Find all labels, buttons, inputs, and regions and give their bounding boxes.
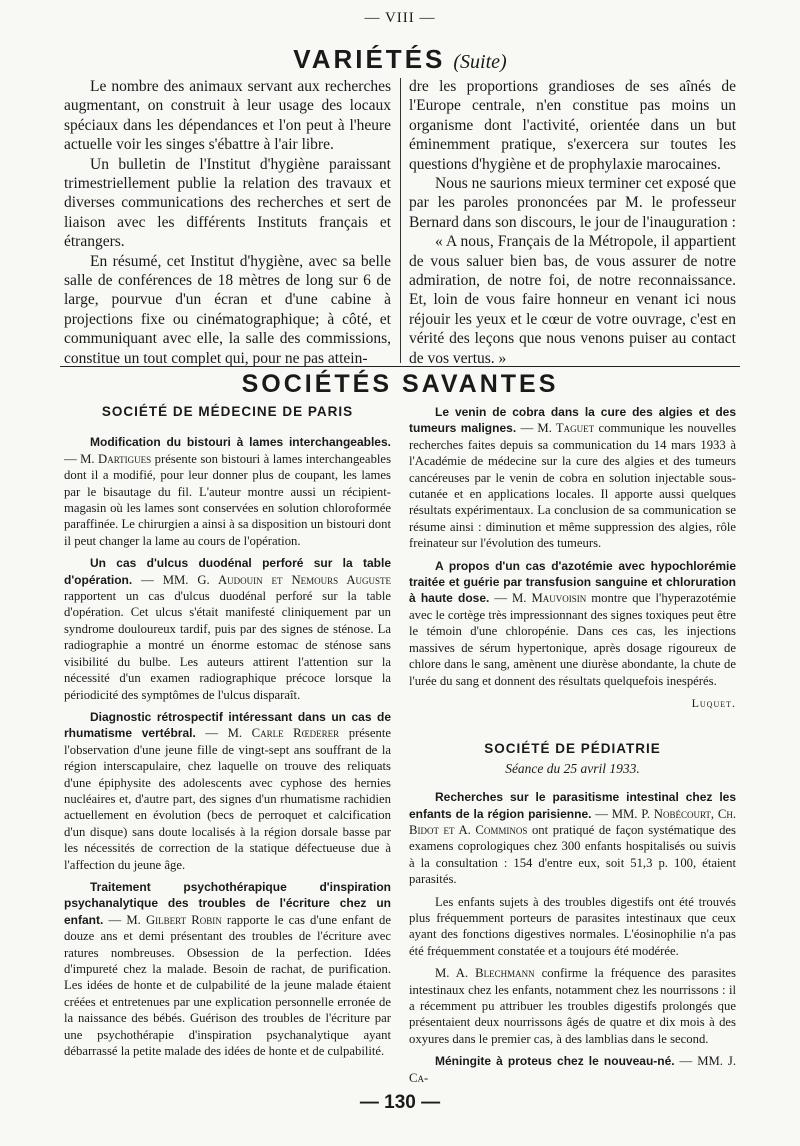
session-date: Séance du 25 avril 1933. — [505, 760, 640, 776]
quote-paragraph: « A nous, Français de la Métropole, il appartient de vous saluer bien bas, de vous assurer de notre admiration, de notre foi, de notre reconnaissance. Et, loin de vous faire honneur en venant ici nous réjouir les yeux et le cœur de votre ouvrage, c'est en vérité des leçons que nous venons puiser au contact de vos vertus. » — [409, 233, 736, 367]
entry-title: A propos d'un cas d'azotémie avec hypochlorémie traitée et guérie par transfusion sanguine et chloruration à haute dose. — [409, 558, 736, 606]
paragraph: Nous ne saurions mieux terminer cet exposé que par les paroles prononcées par M. le professeur Bernard dans son discours, le jour de l'inauguration : — [409, 175, 736, 231]
column-divider — [400, 78, 401, 363]
entry-body: communique les nouvelles recherches faites depuis sa communication du 14 mars 1933 à l'Académie de médecine sur la cure des algies et des tumeurs cancéreuses par le venin de cobra en solution injectable sous-cutanée et en applications locales. Il apporte aussi quelques résultats expérimentaux. La conclusion de sa communication se résume ainsi : diminution et même suppression des algies, rôle freinateur sur l'évolution des tumeurs. — [409, 421, 737, 551]
entry: A propos d'un cas d'azotémie avec hypochlorémie traitée et guérie par transfusion sanguine et chloruration à haute dose. — M. Mauvoisin montre que l'hyperazotémie avec le cortège très impressionnant des signes toxiques peut être le témoin d'une chloropénie. Dans ces cas, les injections massives de sérum hypertonique, après dosage rigoureux de chlore dans le sang, amènent une diurèse abondante, la chute de l'urée du sang et donnent des résultats quelquefois inespérés. — [409, 558, 737, 688]
entry-title: Modification du bistouri à lames interchangeables. — [90, 435, 391, 450]
entry: Un cas d'ulcus duodénal perforé sur la table d'opération. — MM. G. Audouin et Nemours Auguste rapportent un cas d'ulcus duodénal perforé sur la table d'opération. Cet ulcus s'était manifesté cliniquement par un syndrome douloureux tardif, puis par des signes de sténose. La radiographie a montré un énorme estomac de sténose sans visibilité du bulbe. Les auteurs attirent l'attention sur la nécessité d'un examen radiographique précoce lorsque la périodicité des symptômes de l'ulcus disparaît. — [64, 556, 392, 702]
pediatrie-heading: SOCIÉTÉ DE PÉDIATRIE — [484, 741, 661, 757]
entry-author: MM. G. Audouin et Nemours Auguste — [162, 572, 392, 587]
entry-author: M. Carle Rœderer — [227, 726, 340, 741]
signature: Luquet. — [691, 695, 736, 710]
entry-body: montre que l'hyperazotémie avec le cortège très impressionnant des signes toxiques peut être le témoin d'une chloropénie. Dans ces cas, les injections massives de sérum hypertonique, après dosage rigoureux de chlore dans le sang, amènent une diurèse abondante, la chute de l'urée du sang et donnent des résultats quelquefois inespérés. — [409, 591, 737, 688]
entry-author: MM. P. Nobécourt, Ch. Bidot et A. Comminos — [409, 806, 736, 837]
entry-body: rapportent un cas d'ulcus duodénal perforé sur la table d'opération. Cet ulcus s'était manifesté cliniquement par un syndrome douloureux tardif, puis par des signes de sténose. La radiographie a montré un énorme estomac de sténose sans visibilité du bulbe. Les auteurs attirent l'attention sur la nécessité d'un examen radiographique précoce lorsque la périodicité des symptômes de l'ulcus disparaît. — [64, 589, 391, 702]
medecine-right-column — [409, 404, 736, 1086]
entry-author: M. Gilbert Robin — [126, 912, 222, 927]
varietes-suffix: (Suite) — [453, 51, 507, 73]
paragraph: Un bulletin de l'Institut d'hygiène paraissant trimestriellement publie la relation des travaux et diverses communications des recherches et sert de liaison avec les différents Instituts français et étrangers. — [64, 155, 391, 251]
entry-body: présente son bistouri à lames interchangeables dont il a modifié, pour leur donner plus de coupant, les lames par le bisautage du fil. L'auteur montre aussi un récipient-magasin où les lames sont conservées en solution chloroformée paraffinée. Le chirurgien a ainsi à sa disposition un bistouri dont il peut changer la lame au cours de l'opération. — [64, 451, 392, 548]
section-rule — [60, 366, 740, 367]
entry — [409, 965, 736, 1047]
entry-title: Un cas d'ulcus duodénal perforé sur la table d'opération. — [64, 556, 391, 587]
entry-body: confirme la fréquence des parasites intestinaux chez les enfants, notamment chez les nourrissons : il a récemment pu attribuer les troubles digestifs prolongés que présentaient deux nourrissons âgés de quatre et dix mois à des oxyures dans le premier cas, à des lamblias dans le second. — [409, 966, 736, 1046]
paragraph: Les enfants sujets à des troubles digestifs ont été trouvés plus fréquemment porteurs de parasites intestinaux que ceux ayant des fonctions digestives normales. L'éosinophilie n'a pas été fréquemment constatée et a toujours été modérée. — [409, 894, 736, 958]
societes-title: SOCIÉTÉS SAVANTES — [241, 370, 559, 398]
entry: Méningite à proteus chez le nouveau-né. — MM. J. Ca- — [409, 1054, 736, 1085]
entry-title: Le venin de cobra dans la cure des algies et des tumeurs malignes. — [409, 405, 736, 436]
entry: Diagnostic rétrospectif intéressant dans un cas de rhumatisme vertébral. — M. Carle Rœderer présente l'observation d'une jeune fille de vingt-sept ans souffrant de la région interscapulaire, chez laquelle on trouve des reliquats d'une épiphysite des adolescents avec cyphose des hernies nucléaires et, d'autre part, des signes d'un rhumatisme rachidien actuellement en évolution (becs de perroquet et calcification d'un disque) sans doute localisés à la région dorsale basse par les nécessités de correction de la statique défectueuse due à l'affection du jeune âge. — [64, 709, 392, 872]
entry-body: présente l'observation d'une jeune fille de vingt-sept ans souffrant de la région interscapulaire, chez laquelle on trouve des reliquats d'une épiphysite des adolescents avec cyphose des hernies nucléaires et, d'autre part, des signes d'un rhumatisme rachidien actuellement en évolution (becs de perroquet et calcification d'un disque) sans doute localisés à la région dorsale basse par les nécessités de correction de la statique défectueuse due à l'affection du jeune âge. — [64, 726, 392, 872]
entry-body: rapporte le cas d'une enfant de douze ans et demi présentant des troubles de l'écriture avec ratures nombreuses. Obsession de la perfection. Idées d'impureté chez la malade. Besoin de rachat, de purification. Les idées de honte et de culpabilité de la jeune malade étaient créées et entretenues par une explication personnelle erronée de la naissance des bébés. Guérison des troubles de l'écriture par une psychothérapie d'inspiration psychanalytique ayant débarrassé la petite malade des idées de honte et de culpabilité. — [64, 912, 392, 1059]
page-header-roman: — VIII — — [364, 10, 436, 26]
paragraph: En résumé, cet Institut d'hygiène, avec sa belle salle de conférences de 18 mètres de long sur 6 de large, pourvue d'un écran et d'une cabine à projections fixe ou cinématographique; à côté, et communiquant avec elle, la salle des commissions, constitue un tout complet qui, pour ne pas attein- — [64, 252, 391, 367]
entry-author: M. Dartigues — [80, 451, 152, 466]
entry-title: Diagnostic rétrospectif intéressant dans un cas de rhumatisme vertébral. — [64, 709, 391, 741]
varietes-heading — [0, 44, 800, 75]
entry-author: MM. J. Ca- — [409, 1054, 736, 1085]
medecine-heading: SOCIÉTÉ DE MÉDECINE DE PARIS — [101, 404, 354, 419]
entry: Le venin de cobra dans la cure des algies et des tumeurs malignes. — M. Taguet communique les nouvelles recherches faites depuis sa communication du 14 mars 1933 à l'Académie de médecine sur la cure des algies et des tumeurs cancéreuses par le venin de cobra en solution injectable sous-cutanée et en applications locales. Il apporte aussi quelques résultats expérimentaux. La conclusion de sa communication se résume ainsi : diminution et même suppression des algies, rôle freinateur sur l'évolution des tumeurs. — [409, 405, 737, 551]
entry-title: Méningite à proteus chez le nouveau-né. — [435, 1054, 675, 1069]
entry-body: ont pratiqué de façon systématique des examens coprologiques chez 300 enfants hospitalisés ou suivis à la consultation : 154 d'entre eux, soit 51,3 p. 100, étaient parasités. — [409, 822, 736, 887]
varietes-left-column — [64, 77, 391, 368]
entry-author: M. Mauvoisin — [512, 591, 587, 606]
paragraph: Le nombre des animaux servant aux recherches augmentant, on construit à leur usage des locaux spéciaux dans les dépendances et l'on peut à l'heure actuelle voir les singes s'ébattre à l'air libre. — [64, 78, 391, 154]
entry-author: M. A. Blechmann — [435, 966, 535, 981]
entry: Traitement psychothérapique d'inspiration psychanalytique des troubles de l'écriture chez un enfant. — M. Gilbert Robin rapporte le cas d'une enfant de douze ans et demi présentant des troubles de l'écriture avec ratures nombreuses. Obsession de la perfection. Idées d'impureté chez la malade. Besoin de rachat, de purification. Les idées de honte et de culpabilité de la jeune malade étaient créées et entretenues par une explication personnelle erronée de la naissance des bébés. Guérison des troubles de l'écriture par une psychothérapie d'inspiration psychanalytique ayant débarrassé la petite malade des idées de honte et de culpabilité. — [64, 879, 392, 1059]
varietes-title: VARIÉTÉS — [293, 44, 446, 74]
medecine-left-column — [64, 404, 391, 1059]
varietes-right-column — [409, 77, 736, 368]
entry-author: M. Taguet — [537, 421, 595, 436]
entry: Modification du bistouri à lames interchangeables. — M. Dartigues présente son bistouri à lames interchangeables dont il a modifié, pour leur donner plus de coupant, les lames par le bisautage du fil. L'auteur montre aussi un récipient-magasin où les lames sont conservées en solution chloroformée paraffinée. Le chirurgien a ainsi à sa disposition un bistouri dont il peut changer la lame au cours de l'opération. — [64, 435, 392, 548]
entry: Recherches sur le parasitisme intestinal chez les enfants de la région parisienne. — MM. P. Nobécourt, Ch. Bidot et A. Comminos ont pratiqué de façon systématique des examens coprologiques chez 300 enfants hospitalisés ou suivis à la consultation : 154 d'entre eux, soit 51,3 p. 100, étaient parasités. — [409, 790, 736, 887]
page-number: — 130 — — [359, 1092, 441, 1113]
paragraph: dre les proportions grandioses de ses aînés de l'Europe centrale, n'en constitue pas moins un organisme dont l'activité, orientée dans un but éminemment pratique, s'exercera sur toutes les questions d'hygiène et de prophylaxie marocaines. — [409, 78, 736, 173]
entry-title: Recherches sur le parasitisme intestinal chez les enfants de la région parisienne. — [409, 790, 736, 821]
entry-title: Traitement psychothérapique d'inspiration psychanalytique des troubles de l'écriture chez un enfant. — [64, 879, 391, 927]
